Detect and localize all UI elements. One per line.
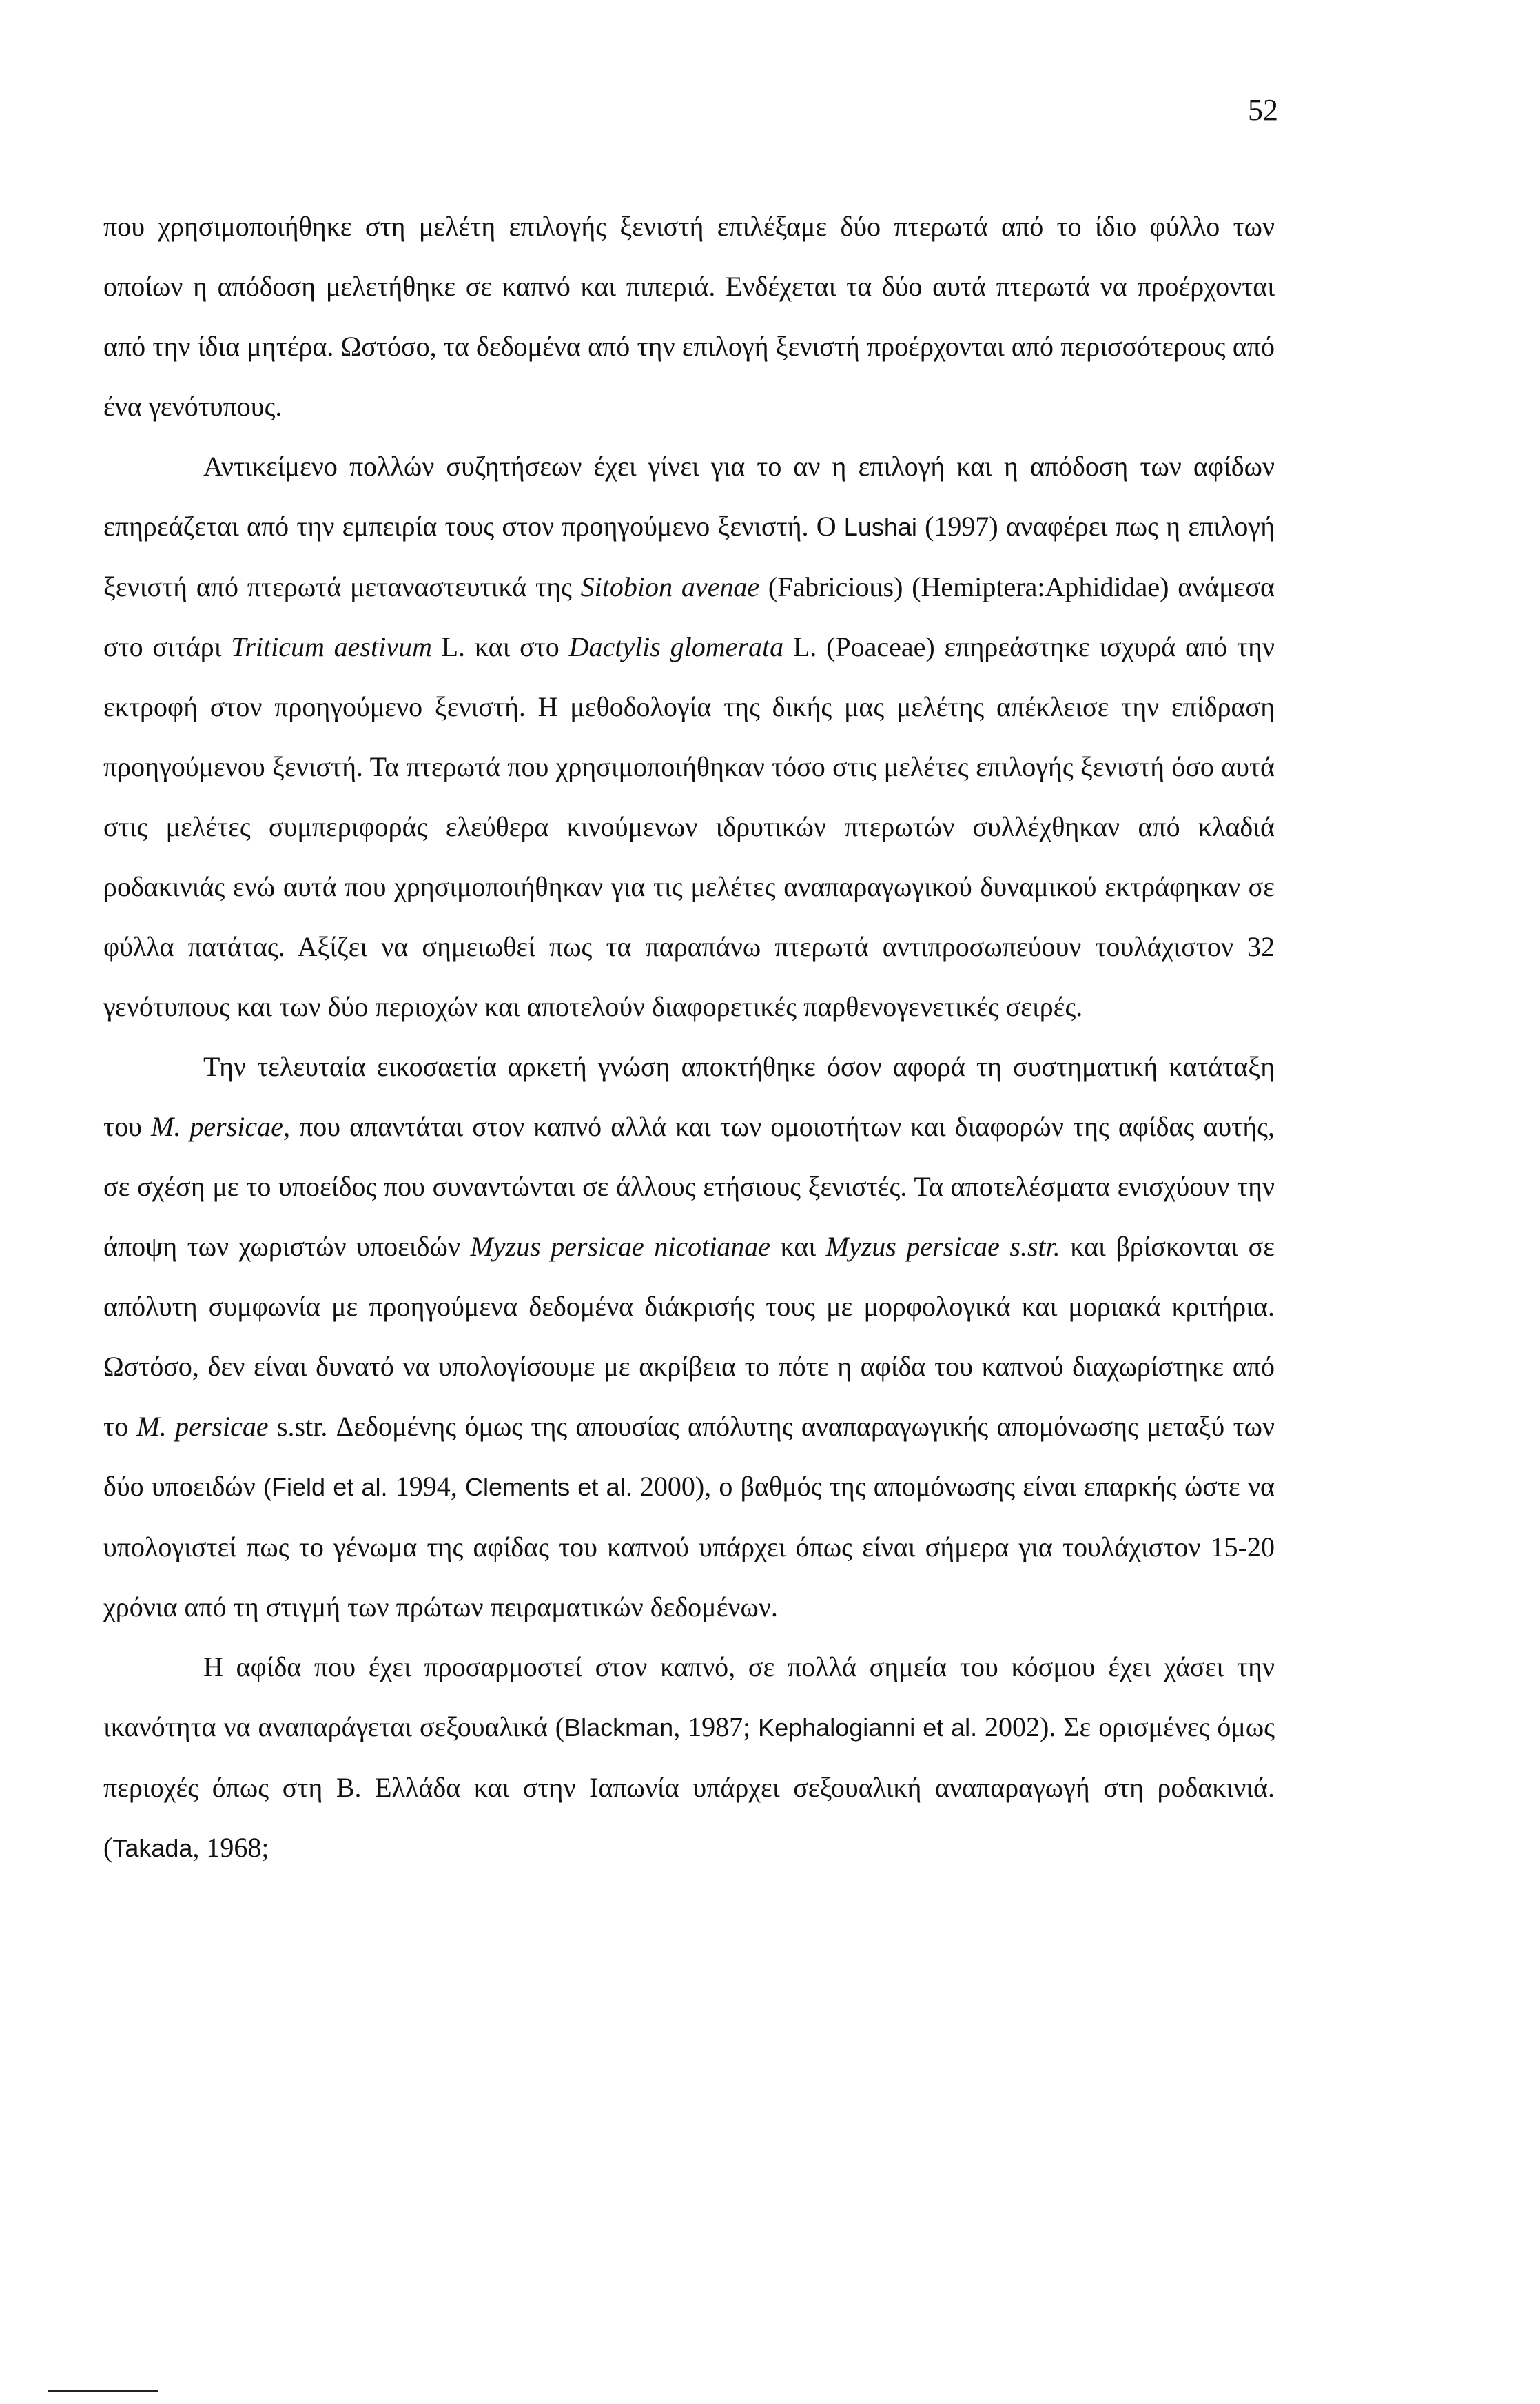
citation: Clements et al. — [465, 1473, 633, 1501]
species-name: Dactylis glomerata — [568, 631, 784, 662]
paragraph-4 — [103, 1637, 1275, 1878]
species-name: M. persicae — [136, 1411, 269, 1442]
species-name: Myzus persicae nicotianae — [470, 1231, 771, 1262]
paragraph-2 — [103, 436, 1275, 1037]
species-name: Sitobion avenae — [580, 571, 760, 602]
text-run: και — [770, 1231, 826, 1262]
text-run: 2000), ο βαθμός της απομόνωσης είναι επαρκής ώστε να υπολογιστεί πως το γένωμα της αφίδας του καπνού υπάρχει όπως είναι σήμερα για τουλάχιστον 15-20 χρόνια από τη στιγμή των πρώτων πειραματικών δεδομένων. — [103, 1471, 1275, 1622]
text-run: s.str. Δεδομένης όμως της απουσίας απόλυτης αναπαραγωγικής απομόνωσης μεταξύ των δύο υποειδών — [103, 1411, 1275, 1502]
paragraph-1 — [103, 196, 1275, 436]
footnote-rule — [48, 2390, 158, 2392]
text-run: (Fabricious) (Hemiptera:Aphididae) ανάμεσα στο σιτάρι — [103, 571, 1275, 662]
body-text — [103, 196, 1275, 1878]
text-run: Την τελευταία εικοσαετία αρκετή γνώση αποκτήθηκε όσον αφορά τη συστηματική κατάταξη του — [103, 1051, 1275, 1142]
text-run: L. και στο — [431, 631, 569, 662]
citation: Takada — [112, 1834, 193, 1862]
text-run: , 1987; — [673, 1711, 759, 1742]
text-run: 2002). Σε ορισμένες όμως περιοχές όπως στη Β. Ελλάδα και στην Ιαπωνία υπάρχει σεξουαλική αναπαραγωγή στη ροδακινιά. ( — [103, 1711, 1275, 1863]
author-name: Lushai — [843, 513, 917, 541]
text-run: (1997) αναφέρει πως η επιλογή ξενιστή από πτερωτά μεταναστευτικά της — [103, 511, 1275, 602]
citation: (Field et al. — [263, 1473, 388, 1501]
text-run: και βρίσκονται σε απόλυτη συμφωνία με προηγούμενα δεδομένα διάκρισής τους με μορφολογικά και μοριακά κριτήρια. Ωστόσο, δεν είναι δυνατό να υπολογίσουμε με ακρίβεια το πότε η αφίδα του καπνού διαχωρίστηκε από το — [103, 1231, 1275, 1442]
citation: Blackman — [564, 1713, 674, 1742]
text-run: , που απαντάται στον καπνό αλλά και των ομοιοτήτων και διαφορών της αφίδας αυτής, σε σχέση με το υποείδος που συναντώνται σε άλλους ετήσιους ξενιστές. Τα αποτελέσματα ενισχύουν την άποψη των χωριστών υποειδών — [103, 1111, 1275, 1262]
text-run: Αντικείμενο πολλών συζητήσεων έχει γίνει για το αν η επιλογή και η απόδοση των αφίδων επηρεάζεται από την εμπειρία τους στον προηγούμενο ξενιστή. Ο — [103, 451, 1275, 542]
species-name: M. persicae — [151, 1111, 283, 1142]
text-run: 1994, — [387, 1471, 466, 1502]
page-number: 52 — [1248, 93, 1278, 127]
text-run: , 1968; — [192, 1832, 269, 1863]
text-run: Η αφίδα που έχει προσαρμοστεί στον καπνό, σε πολλά σημεία του κόσμου έχει χάσει την ικανότητα να αναπαράγεται σεξουαλικά ( — [103, 1651, 1275, 1742]
citation: Kephalogianni et al. — [758, 1713, 978, 1742]
paragraph-3 — [103, 1037, 1275, 1637]
species-name: Triticum aestivum — [231, 631, 432, 662]
text-run: που χρησιμοποιήθηκε στη μελέτη επιλογής ξενιστή επιλέξαμε δύο πτερωτά από το ίδιο φύλλο των οποίων η απόδοση μελετήθηκε σε καπνό και πιπεριά. Ενδέχεται τα δύο αυτά πτερωτά να προέρχονται από την ίδια μητέρα. Ωστόσο, τα δεδομένα από την επιλογή ξενιστή προέρχονται από περισσότερους από ένα γενότυπους. — [103, 211, 1275, 422]
text-run: L. (Poaceae) επηρεάστηκε ισχυρά από την εκτροφή στον προηγούμενο ξενιστή. Η μεθοδολογία της δικής μας μελέτης απέκλεισε την επίδραση προηγούμενου ξενιστή. Τα πτερωτά που χρησιμοποιήθηκαν τόσο στις μελέτες επιλογής ξενιστή όσο αυτά στις μελέτες συμπεριφοράς ελεύθερα κινούμενων ιδρυτικών πτερωτών συλλέχθηκαν από κλαδιά ροδακινιάς ενώ αυτά που χρησιμοποιήθηκαν για τις μελέτες αναπαραγωγικού δυναμικού εκτράφηκαν σε φύλλα πατάτας. Αξίζει να σημειωθεί πως τα παραπάνω πτερωτά αντιπροσωπεύουν τουλάχιστον 32 γενότυπους και των δύο περιοχών και αποτελούν διαφορετικές παρθενογενετικές σειρές. — [103, 631, 1275, 1022]
species-name: Myzus persicae s.str. — [825, 1231, 1060, 1262]
